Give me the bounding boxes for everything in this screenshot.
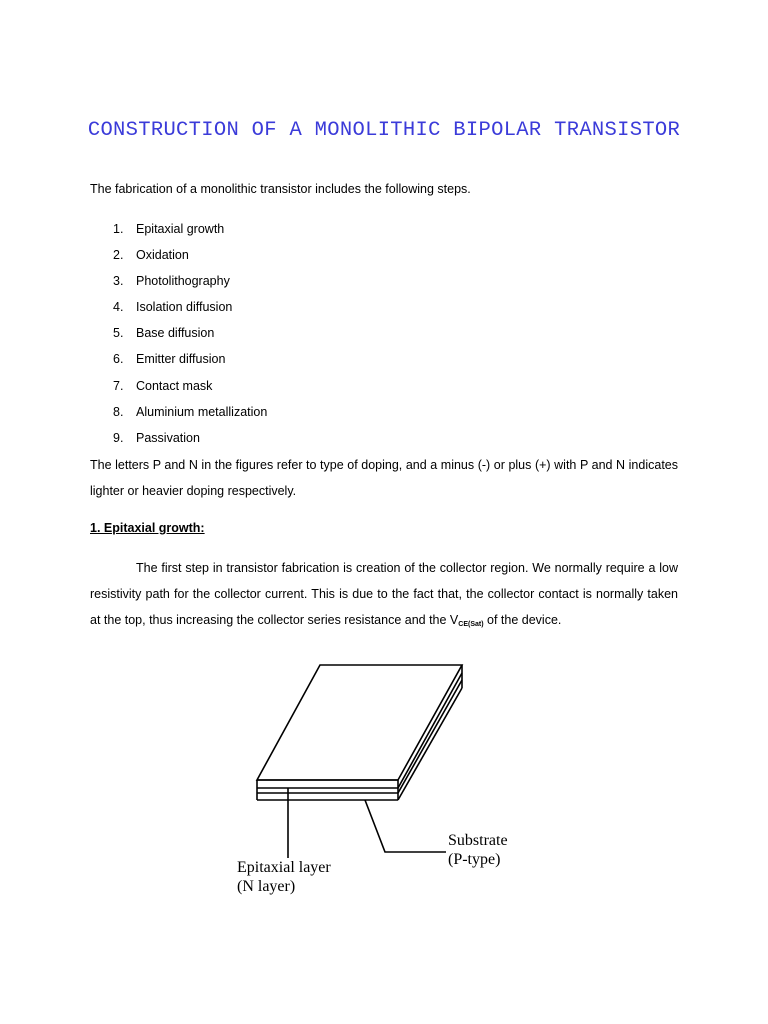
substrate-label-line-2: (P-type) bbox=[448, 851, 501, 868]
intro-text: The fabrication of a monolithic transistor includes the following steps. bbox=[90, 182, 471, 196]
step-label: Emitter diffusion bbox=[136, 352, 226, 367]
step-number: 8. bbox=[113, 404, 124, 419]
wafer-top-face bbox=[257, 665, 462, 780]
vce-sat-subscript: CE(Sat) bbox=[458, 621, 484, 628]
epitaxial-layer-label bbox=[237, 858, 331, 896]
page-title: CONSTRUCTION OF A MONOLITHIC BIPOLAR TRANSISTOR bbox=[87, 119, 681, 142]
substrate-label bbox=[448, 831, 508, 869]
step-label: Aluminium metallization bbox=[136, 404, 268, 419]
substrate-leader-line bbox=[365, 800, 446, 852]
substrate-label-line-1: Substrate bbox=[448, 832, 508, 849]
wafer-side-edge-1 bbox=[398, 673, 462, 788]
step-label: Epitaxial growth bbox=[136, 222, 225, 236]
step-number: 9. bbox=[113, 430, 124, 445]
step-label: Passivation bbox=[136, 430, 200, 445]
step-label: Photolithography bbox=[136, 274, 230, 289]
step-number: 5. bbox=[113, 326, 124, 341]
step-number: 2. bbox=[113, 248, 124, 263]
epitaxial-wafer-diagram bbox=[0, 640, 768, 920]
epitaxial-label-line-1: Epitaxial layer bbox=[237, 859, 331, 876]
wafer-side-edge-2 bbox=[398, 680, 462, 793]
step-label: Base diffusion bbox=[136, 326, 215, 341]
step-number: 7. bbox=[113, 378, 124, 393]
step-label: Oxidation bbox=[136, 248, 189, 263]
section-heading-epitaxial-growth: 1. Epitaxial growth: bbox=[90, 521, 205, 535]
step-number: 6. bbox=[113, 352, 124, 367]
paragraph-text: The first step in transistor fabrication is creation of the collector region. We normally require a low resistivity path for the collector current. This is due to the fact that, the collector contact is normally taken at the top, thus increasing the collector series resistance and the V bbox=[90, 561, 678, 627]
paragraph-text-end: of the device. bbox=[483, 613, 562, 627]
step-label: Isolation diffusion bbox=[136, 300, 233, 315]
step-number: 3. bbox=[113, 274, 124, 289]
doping-note-paragraph: The letters P and N in the figures refer to type of doping, and a minus (-) or plus (+) with P and N indicates lighter or heavier doping respectively. bbox=[90, 458, 678, 498]
step-number: 1. bbox=[113, 222, 124, 236]
step-number: 4. bbox=[113, 300, 124, 315]
step-label: Contact mask bbox=[136, 378, 213, 393]
wafer-side-edge-3 bbox=[398, 688, 462, 800]
epitaxial-growth-paragraph bbox=[90, 555, 678, 638]
epitaxial-label-line-2: (N layer) bbox=[237, 878, 296, 895]
